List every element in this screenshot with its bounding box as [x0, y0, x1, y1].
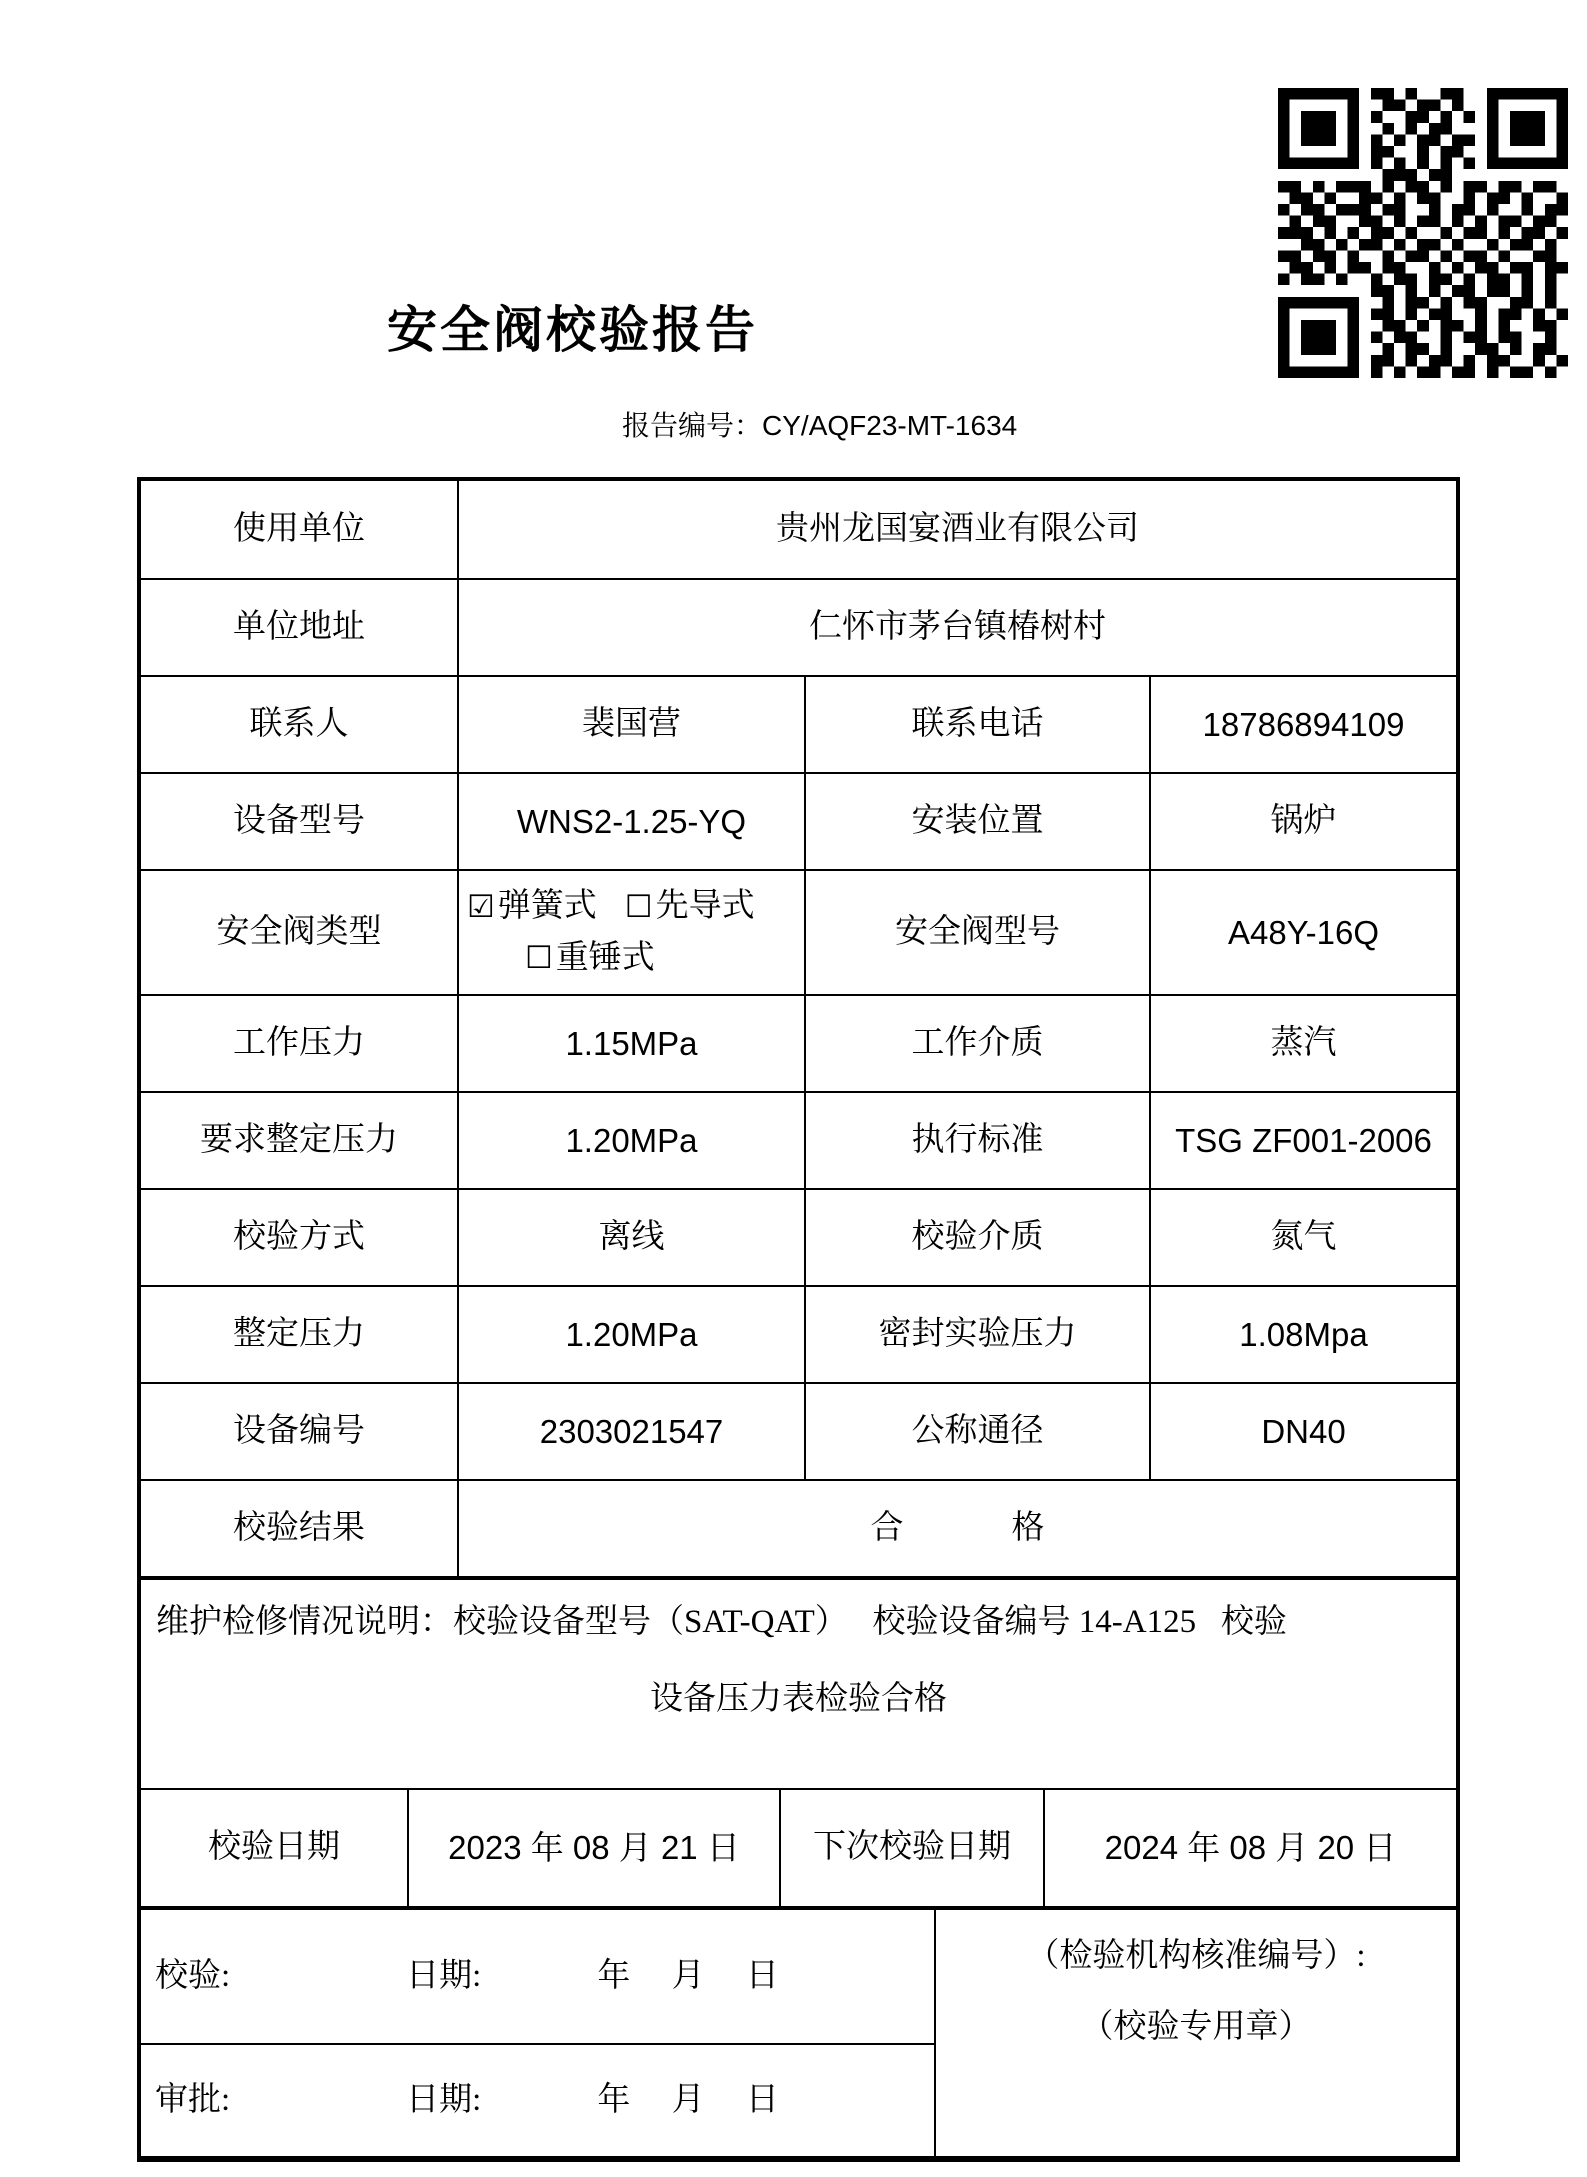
value-valve-model: A48Y-16Q — [1149, 871, 1456, 994]
org-seal-cell — [934, 1910, 1456, 2156]
table-row — [141, 1382, 1456, 1479]
label-seal-test-pressure: 密封实验压力 — [804, 1287, 1149, 1382]
label-valve-type: 安全阀类型 — [216, 913, 382, 950]
verifier-sign-row — [141, 1910, 934, 2043]
label-next-calibration-date: 下次校验日期 — [779, 1790, 1043, 1906]
table-row — [141, 481, 1456, 578]
option-pilot-label: 先导式 — [655, 888, 755, 925]
label-use-unit: 使用单位 — [233, 510, 365, 547]
signature-left-column — [141, 1910, 934, 2156]
label-standard: 执行标准 — [804, 1093, 1149, 1188]
table-row — [141, 675, 1456, 772]
valve-type-option-line — [467, 886, 755, 927]
value-equipment-no: 2303021547 — [457, 1384, 804, 1479]
label-calibration-result: 校验结果 — [233, 1509, 365, 1546]
value-set-pressure: 1.20MPa — [457, 1287, 804, 1382]
value-calibration-date: 2023 年 08 月 21 日 — [407, 1790, 779, 1906]
report-number-label: 报告编号： — [622, 411, 763, 442]
table-row — [141, 869, 1456, 994]
approver-date-label: 日期: — [406, 2081, 482, 2118]
label-contact-phone: 联系电话 — [804, 677, 1149, 772]
table-row — [141, 1788, 1456, 1906]
table-row — [141, 1091, 1456, 1188]
value-working-medium: 蒸汽 — [1149, 996, 1456, 1091]
label-calibration-date: 校验日期 — [208, 1829, 340, 1866]
label-required-set-pressure: 要求整定压力 — [200, 1121, 398, 1158]
option-weight-label: 重锤式 — [555, 939, 655, 976]
verifier-date-label: 日期: — [406, 1957, 482, 1994]
org-seal-label: （校验专用章） — [1080, 2009, 1312, 2046]
label-nominal-diameter: 公称通径 — [804, 1384, 1149, 1479]
value-contact-person: 裴国营 — [457, 677, 804, 772]
label-unit-address: 单位地址 — [233, 608, 365, 645]
page-title: 安全阀校验报告 — [387, 302, 758, 358]
result-char: 合 — [870, 1509, 904, 1546]
value-required-set-pressure: 1.20MPa — [457, 1093, 804, 1188]
value-install-position: 锅炉 — [1149, 774, 1456, 869]
checkbox-unchecked-icon: ☐ — [624, 888, 653, 925]
signature-section — [141, 1906, 1456, 2156]
label-equipment-model: 设备型号 — [233, 802, 365, 839]
value-use-unit: 贵州龙国宴酒业有限公司 — [457, 481, 1456, 578]
value-contact-phone: 18786894109 — [1149, 677, 1456, 772]
approver-sign-row — [141, 2043, 934, 2156]
valve-type-option-line — [525, 938, 655, 979]
value-calibration-medium: 氮气 — [1149, 1190, 1456, 1285]
report-number-value: CY/AQF23-MT-1634 — [762, 410, 1018, 441]
maintenance-note-line1: 维护检修情况说明：校验设备型号（SAT-QAT） 校验设备编号 14-A125 校验 — [156, 1604, 1287, 1640]
maintenance-note-row — [141, 1576, 1456, 1788]
table-row — [141, 994, 1456, 1091]
table-row — [141, 578, 1456, 675]
checkbox-unchecked-icon: ☐ — [525, 939, 553, 976]
table-row — [141, 772, 1456, 869]
value-nominal-diameter: DN40 — [1149, 1384, 1456, 1479]
value-calibration-result — [457, 1481, 1456, 1576]
label-valve-model: 安全阀型号 — [804, 871, 1149, 994]
value-unit-address: 仁怀市茅台镇椿树村 — [457, 580, 1456, 675]
qr-code — [1278, 88, 1568, 378]
table-row — [141, 1188, 1456, 1285]
label-install-position: 安装位置 — [804, 774, 1149, 869]
table-row — [141, 1285, 1456, 1382]
value-calibration-method: 离线 — [457, 1190, 804, 1285]
report-table — [137, 477, 1460, 2162]
label-working-medium: 工作介质 — [804, 996, 1149, 1091]
value-next-calibration-date: 2024 年 08 月 20 日 — [1043, 1790, 1456, 1906]
table-row — [141, 1479, 1456, 1576]
value-standard: TSG ZF001-2006 — [1149, 1093, 1456, 1188]
verifier-sign-label: 校验: — [155, 1957, 231, 1994]
approver-sign-label: 审批: — [155, 2081, 231, 2118]
value-valve-type — [457, 871, 804, 994]
approver-ymd-label: 年 月 日 — [597, 2081, 779, 2118]
checkbox-checked-icon: ☑ — [467, 888, 495, 925]
result-char: 格 — [1011, 1509, 1045, 1546]
value-seal-test-pressure: 1.08Mpa — [1149, 1287, 1456, 1382]
label-equipment-no: 设备编号 — [233, 1412, 365, 1449]
label-calibration-medium: 校验介质 — [804, 1190, 1149, 1285]
org-approval-no-label: （检验机构核准编号）: — [1026, 1938, 1366, 1974]
value-equipment-model: WNS2-1.25-YQ — [457, 774, 804, 869]
maintenance-note-line2: 设备压力表检验合格 — [650, 1681, 947, 1718]
label-working-pressure: 工作压力 — [233, 1024, 365, 1061]
value-working-pressure: 1.15MPa — [457, 996, 804, 1091]
label-contact-person: 联系人 — [249, 705, 349, 742]
option-spring-label: 弹簧式 — [497, 888, 597, 925]
label-calibration-method: 校验方式 — [233, 1218, 365, 1255]
label-set-pressure: 整定压力 — [233, 1315, 365, 1352]
report-number — [622, 404, 1017, 444]
verifier-ymd-label: 年 月 日 — [597, 1957, 779, 1994]
